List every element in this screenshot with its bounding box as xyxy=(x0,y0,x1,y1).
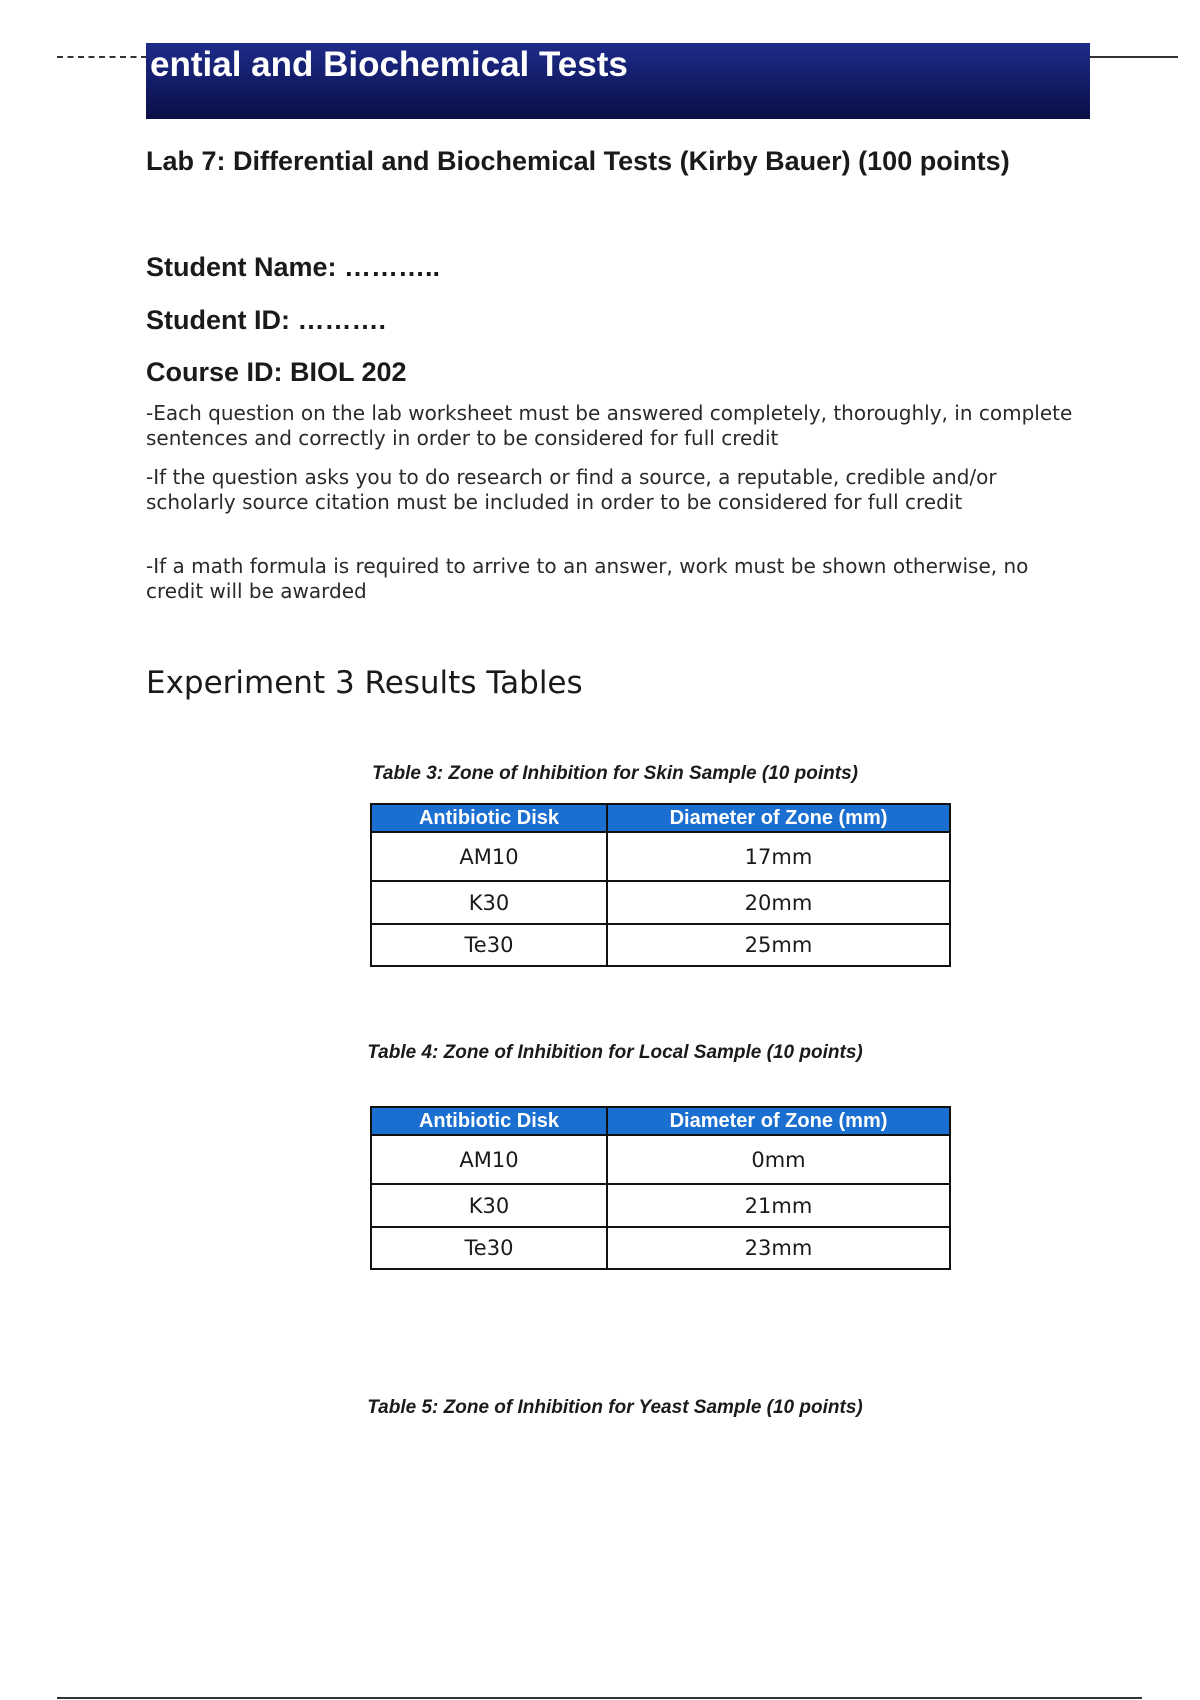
student-id-field: Student ID: ………. xyxy=(146,305,386,335)
table-row xyxy=(371,832,950,881)
table-cell: AM10 xyxy=(371,832,607,881)
column-header: Antibiotic Disk xyxy=(371,1107,607,1135)
table-header-row xyxy=(371,804,950,832)
column-header: Diameter of Zone (mm) xyxy=(607,1107,950,1135)
table-cell: 25mm xyxy=(607,924,950,966)
header-rule xyxy=(1090,56,1178,58)
section-title: Experiment 3 Results Tables xyxy=(146,665,583,701)
footer-rule xyxy=(57,1697,1142,1699)
table-4 xyxy=(370,1106,951,1270)
instruction-2: -If the question asks you to do research or find a source, a reputable, credible and/or scholarly source citation must be included in order to be considered for full credit xyxy=(146,465,997,514)
table-cell: 17mm xyxy=(607,832,950,881)
table-3-caption: Table 3: Zone of Inhibition for Skin Sample (10 points) xyxy=(372,763,858,784)
table-cell: K30 xyxy=(371,881,607,924)
instruction-1: -Each question on the lab worksheet must be answered completely, thoroughly, in complete sentences and correctly in order to be considered for full credit xyxy=(146,401,1073,450)
table-cell: K30 xyxy=(371,1184,607,1227)
table-cell: 20mm xyxy=(607,881,950,924)
table-row xyxy=(371,1227,950,1269)
banner-title: ential and Biochemical Tests xyxy=(150,45,628,84)
student-name-field: Student Name: ……….. xyxy=(146,252,441,282)
table-cell: 0mm xyxy=(607,1135,950,1184)
table-3 xyxy=(370,803,951,967)
table-header-row xyxy=(371,1107,950,1135)
column-header: Antibiotic Disk xyxy=(371,804,607,832)
lab-title: Lab 7: Differential and Biochemical Tests (Kirby Bauer) (100 points) xyxy=(146,146,1010,176)
table-cell: Te30 xyxy=(371,1227,607,1269)
column-header: Diameter of Zone (mm) xyxy=(607,804,950,832)
instruction-3: -If a math formula is required to arrive to an answer, work must be shown otherwise, no credit will be awarded xyxy=(146,554,1029,603)
table-cell: Te30 xyxy=(371,924,607,966)
table-row xyxy=(371,881,950,924)
table-row xyxy=(371,1184,950,1227)
chapter-banner xyxy=(146,43,1090,119)
table-5-caption: Table 5: Zone of Inhibition for Yeast Sample (10 points) xyxy=(367,1397,863,1418)
table-cell: AM10 xyxy=(371,1135,607,1184)
table-cell: 23mm xyxy=(607,1227,950,1269)
course-id-field: Course ID: BIOL 202 xyxy=(146,357,407,387)
table-row xyxy=(371,1135,950,1184)
header-dashed-rule xyxy=(57,56,147,58)
table-row xyxy=(371,924,950,966)
table-cell: 21mm xyxy=(607,1184,950,1227)
table-4-caption: Table 4: Zone of Inhibition for Local Sample (10 points) xyxy=(367,1042,863,1063)
